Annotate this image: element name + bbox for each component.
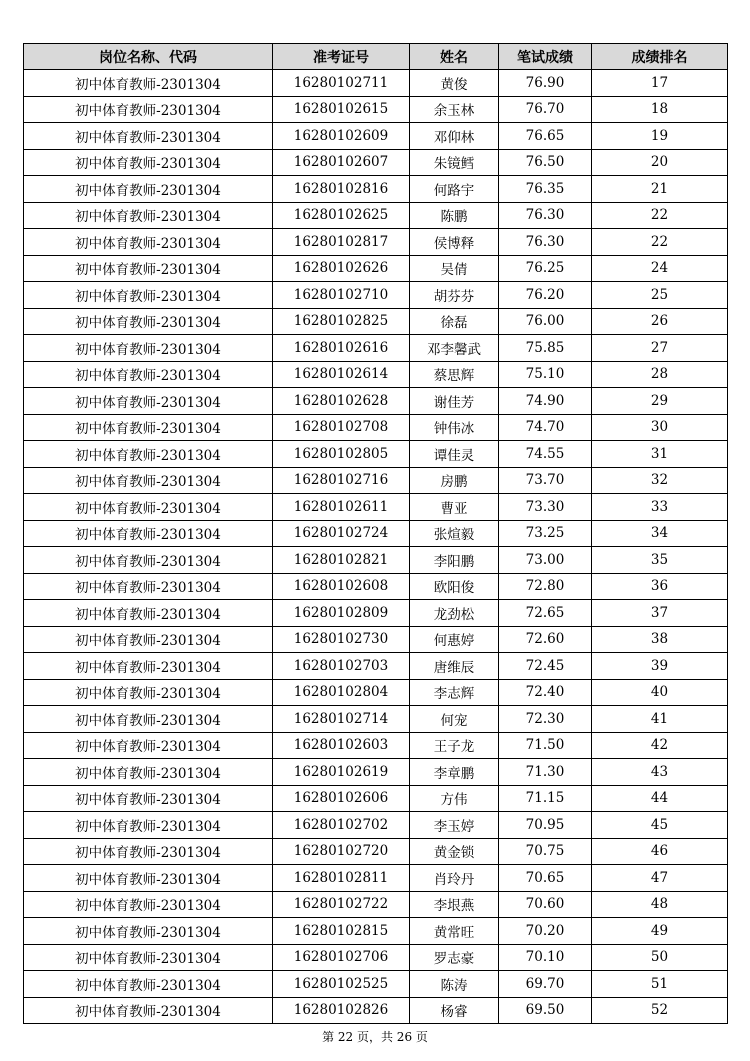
- cell-name: 黄俊: [410, 70, 499, 97]
- cell-rank: 48: [592, 891, 728, 918]
- cell-exam-number: 16280102608: [273, 573, 410, 600]
- cell-written-score: 76.90: [499, 70, 592, 97]
- cell-written-score: 73.00: [499, 547, 592, 574]
- cell-rank: 33: [592, 494, 728, 521]
- cell-written-score: 70.60: [499, 891, 592, 918]
- cell-written-score: 71.15: [499, 785, 592, 812]
- cell-rank: 46: [592, 838, 728, 865]
- cell-exam-number: 16280102825: [273, 308, 410, 335]
- score-table: [23, 43, 728, 1024]
- cell-rank: 27: [592, 335, 728, 362]
- cell-written-score: 69.50: [499, 997, 592, 1024]
- cell-position: 初中体育教师-2301304: [24, 573, 273, 600]
- cell-written-score: 72.65: [499, 600, 592, 627]
- cell-exam-number: 16280102815: [273, 918, 410, 945]
- cell-name: 钟伟冰: [410, 414, 499, 441]
- cell-rank: 22: [592, 202, 728, 229]
- cell-exam-number: 16280102809: [273, 600, 410, 627]
- table-body: [24, 70, 728, 1024]
- cell-position: 初中体育教师-2301304: [24, 812, 273, 839]
- cell-name: 张煊毅: [410, 520, 499, 547]
- cell-exam-number: 16280102706: [273, 944, 410, 971]
- cell-position: 初中体育教师-2301304: [24, 149, 273, 176]
- page-footer: 第 22 页，共 26 页: [322, 1030, 428, 1044]
- cell-name: 黄常旺: [410, 918, 499, 945]
- table-row: [24, 520, 728, 547]
- cell-name: 蔡思辉: [410, 361, 499, 388]
- cell-exam-number: 16280102710: [273, 282, 410, 309]
- cell-written-score: 72.60: [499, 626, 592, 653]
- cell-name: 欧阳俊: [410, 573, 499, 600]
- cell-position: 初中体育教师-2301304: [24, 600, 273, 627]
- cell-written-score: 73.25: [499, 520, 592, 547]
- cell-name: 龙劲松: [410, 600, 499, 627]
- table-row: [24, 785, 728, 812]
- cell-exam-number: 16280102611: [273, 494, 410, 521]
- cell-name: 罗志豪: [410, 944, 499, 971]
- cell-rank: 45: [592, 812, 728, 839]
- header-written-score: 笔试成绩: [499, 44, 592, 70]
- cell-position: 初中体育教师-2301304: [24, 70, 273, 97]
- cell-name: 李玉婷: [410, 812, 499, 839]
- cell-rank: 43: [592, 759, 728, 786]
- cell-rank: 21: [592, 176, 728, 203]
- cell-written-score: 76.20: [499, 282, 592, 309]
- table-row: [24, 918, 728, 945]
- cell-exam-number: 16280102730: [273, 626, 410, 653]
- cell-position: 初中体育教师-2301304: [24, 255, 273, 282]
- cell-position: 初中体育教师-2301304: [24, 547, 273, 574]
- cell-name: 邓李馨武: [410, 335, 499, 362]
- cell-written-score: 73.30: [499, 494, 592, 521]
- header-exam-number: 准考证号: [273, 44, 410, 70]
- cell-exam-number: 16280102708: [273, 414, 410, 441]
- table-row: [24, 812, 728, 839]
- cell-rank: 41: [592, 706, 728, 733]
- cell-name: 胡芬芬: [410, 282, 499, 309]
- table-row: [24, 944, 728, 971]
- table-row: [24, 600, 728, 627]
- cell-exam-number: 16280102804: [273, 679, 410, 706]
- table-row: [24, 759, 728, 786]
- cell-name: 曹亚: [410, 494, 499, 521]
- cell-position: 初中体育教师-2301304: [24, 865, 273, 892]
- cell-position: 初中体育教师-2301304: [24, 653, 273, 680]
- table-row: [24, 96, 728, 123]
- cell-position: 初中体育教师-2301304: [24, 838, 273, 865]
- table-row: [24, 997, 728, 1024]
- cell-rank: 40: [592, 679, 728, 706]
- table-row: [24, 679, 728, 706]
- cell-position: 初中体育教师-2301304: [24, 308, 273, 335]
- cell-exam-number: 16280102603: [273, 732, 410, 759]
- cell-name: 方伟: [410, 785, 499, 812]
- table-row: [24, 229, 728, 256]
- cell-written-score: 72.45: [499, 653, 592, 680]
- cell-written-score: 70.10: [499, 944, 592, 971]
- cell-name: 杨睿: [410, 997, 499, 1024]
- cell-name: 侯博释: [410, 229, 499, 256]
- cell-rank: 18: [592, 96, 728, 123]
- table-row: [24, 202, 728, 229]
- cell-position: 初中体育教师-2301304: [24, 388, 273, 415]
- cell-written-score: 74.55: [499, 441, 592, 468]
- table-row: [24, 176, 728, 203]
- cell-rank: 36: [592, 573, 728, 600]
- cell-rank: 25: [592, 282, 728, 309]
- cell-exam-number: 16280102619: [273, 759, 410, 786]
- cell-name: 黄金锁: [410, 838, 499, 865]
- cell-name: 唐维辰: [410, 653, 499, 680]
- cell-name: 邓仰林: [410, 123, 499, 150]
- cell-rank: 17: [592, 70, 728, 97]
- cell-rank: 20: [592, 149, 728, 176]
- cell-written-score: 70.65: [499, 865, 592, 892]
- cell-rank: 38: [592, 626, 728, 653]
- table-row: [24, 971, 728, 998]
- document-page: [23, 43, 727, 1024]
- cell-position: 初中体育教师-2301304: [24, 971, 273, 998]
- cell-exam-number: 16280102607: [273, 149, 410, 176]
- cell-written-score: 76.50: [499, 149, 592, 176]
- header-rank: 成绩排名: [592, 44, 728, 70]
- cell-name: 何路宇: [410, 176, 499, 203]
- cell-exam-number: 16280102626: [273, 255, 410, 282]
- cell-position: 初中体育教师-2301304: [24, 361, 273, 388]
- cell-position: 初中体育教师-2301304: [24, 467, 273, 494]
- cell-position: 初中体育教师-2301304: [24, 944, 273, 971]
- cell-rank: 42: [592, 732, 728, 759]
- cell-written-score: 71.50: [499, 732, 592, 759]
- cell-exam-number: 16280102703: [273, 653, 410, 680]
- cell-written-score: 75.10: [499, 361, 592, 388]
- table-row: [24, 494, 728, 521]
- cell-rank: 51: [592, 971, 728, 998]
- table-row: [24, 255, 728, 282]
- cell-rank: 24: [592, 255, 728, 282]
- cell-position: 初中体育教师-2301304: [24, 441, 273, 468]
- cell-rank: 39: [592, 653, 728, 680]
- cell-exam-number: 16280102615: [273, 96, 410, 123]
- cell-written-score: 69.70: [499, 971, 592, 998]
- cell-written-score: 76.00: [499, 308, 592, 335]
- cell-position: 初中体育教师-2301304: [24, 891, 273, 918]
- table-row: [24, 573, 728, 600]
- cell-exam-number: 16280102625: [273, 202, 410, 229]
- cell-exam-number: 16280102606: [273, 785, 410, 812]
- cell-exam-number: 16280102628: [273, 388, 410, 415]
- cell-position: 初中体育教师-2301304: [24, 759, 273, 786]
- table-row: [24, 626, 728, 653]
- cell-written-score: 74.70: [499, 414, 592, 441]
- table-row: [24, 441, 728, 468]
- table-header: [24, 44, 728, 70]
- cell-rank: 34: [592, 520, 728, 547]
- table-row: [24, 838, 728, 865]
- cell-written-score: 72.30: [499, 706, 592, 733]
- cell-name: 李阳鹏: [410, 547, 499, 574]
- table-row: [24, 149, 728, 176]
- table-row: [24, 547, 728, 574]
- cell-exam-number: 16280102616: [273, 335, 410, 362]
- table-row: [24, 335, 728, 362]
- cell-name: 何惠婷: [410, 626, 499, 653]
- cell-written-score: 73.70: [499, 467, 592, 494]
- cell-exam-number: 16280102724: [273, 520, 410, 547]
- cell-name: 陈鹏: [410, 202, 499, 229]
- cell-name: 何宠: [410, 706, 499, 733]
- cell-rank: 44: [592, 785, 728, 812]
- cell-written-score: 76.30: [499, 229, 592, 256]
- cell-position: 初中体育教师-2301304: [24, 679, 273, 706]
- table-row: [24, 467, 728, 494]
- cell-rank: 19: [592, 123, 728, 150]
- header-row: [24, 44, 728, 70]
- cell-position: 初中体育教师-2301304: [24, 229, 273, 256]
- table-row: [24, 70, 728, 97]
- cell-rank: 49: [592, 918, 728, 945]
- cell-rank: 52: [592, 997, 728, 1024]
- cell-written-score: 72.40: [499, 679, 592, 706]
- cell-name: 谢佳芳: [410, 388, 499, 415]
- cell-written-score: 76.25: [499, 255, 592, 282]
- cell-rank: 26: [592, 308, 728, 335]
- cell-rank: 50: [592, 944, 728, 971]
- cell-exam-number: 16280102716: [273, 467, 410, 494]
- cell-written-score: 75.85: [499, 335, 592, 362]
- cell-position: 初中体育教师-2301304: [24, 176, 273, 203]
- cell-exam-number: 16280102609: [273, 123, 410, 150]
- cell-position: 初中体育教师-2301304: [24, 520, 273, 547]
- cell-exam-number: 16280102525: [273, 971, 410, 998]
- cell-name: 李志辉: [410, 679, 499, 706]
- cell-position: 初中体育教师-2301304: [24, 918, 273, 945]
- cell-exam-number: 16280102722: [273, 891, 410, 918]
- cell-position: 初中体育教师-2301304: [24, 997, 273, 1024]
- cell-written-score: 72.80: [499, 573, 592, 600]
- cell-exam-number: 16280102711: [273, 70, 410, 97]
- cell-position: 初中体育教师-2301304: [24, 96, 273, 123]
- cell-exam-number: 16280102811: [273, 865, 410, 892]
- table-row: [24, 308, 728, 335]
- cell-position: 初中体育教师-2301304: [24, 414, 273, 441]
- cell-position: 初中体育教师-2301304: [24, 706, 273, 733]
- table-row: [24, 388, 728, 415]
- cell-name: 余玉林: [410, 96, 499, 123]
- table-row: [24, 891, 728, 918]
- cell-position: 初中体育教师-2301304: [24, 123, 273, 150]
- cell-written-score: 70.20: [499, 918, 592, 945]
- cell-written-score: 74.90: [499, 388, 592, 415]
- cell-rank: 31: [592, 441, 728, 468]
- cell-position: 初中体育教师-2301304: [24, 494, 273, 521]
- table-row: [24, 123, 728, 150]
- table-row: [24, 865, 728, 892]
- cell-name: 肖玲丹: [410, 865, 499, 892]
- cell-position: 初中体育教师-2301304: [24, 785, 273, 812]
- cell-rank: 35: [592, 547, 728, 574]
- cell-exam-number: 16280102826: [273, 997, 410, 1024]
- cell-exam-number: 16280102720: [273, 838, 410, 865]
- cell-written-score: 71.30: [499, 759, 592, 786]
- cell-exam-number: 16280102817: [273, 229, 410, 256]
- cell-rank: 47: [592, 865, 728, 892]
- cell-name: 吴倩: [410, 255, 499, 282]
- cell-rank: 32: [592, 467, 728, 494]
- cell-position: 初中体育教师-2301304: [24, 626, 273, 653]
- header-name: 姓名: [410, 44, 499, 70]
- cell-exam-number: 16280102714: [273, 706, 410, 733]
- table-row: [24, 361, 728, 388]
- cell-name: 王子龙: [410, 732, 499, 759]
- cell-rank: 30: [592, 414, 728, 441]
- table-row: [24, 414, 728, 441]
- cell-exam-number: 16280102702: [273, 812, 410, 839]
- cell-position: 初中体育教师-2301304: [24, 732, 273, 759]
- cell-written-score: 76.30: [499, 202, 592, 229]
- cell-name: 徐磊: [410, 308, 499, 335]
- cell-written-score: 76.70: [499, 96, 592, 123]
- cell-position: 初中体育教师-2301304: [24, 335, 273, 362]
- table-row: [24, 732, 728, 759]
- table-row: [24, 706, 728, 733]
- cell-name: 李垠燕: [410, 891, 499, 918]
- cell-name: 谭佳灵: [410, 441, 499, 468]
- header-position: 岗位名称、代码: [24, 44, 273, 70]
- table-row: [24, 282, 728, 309]
- cell-name: 朱镜鳕: [410, 149, 499, 176]
- cell-position: 初中体育教师-2301304: [24, 282, 273, 309]
- cell-exam-number: 16280102821: [273, 547, 410, 574]
- cell-written-score: 76.35: [499, 176, 592, 203]
- cell-name: 房鹏: [410, 467, 499, 494]
- cell-written-score: 70.75: [499, 838, 592, 865]
- cell-written-score: 76.65: [499, 123, 592, 150]
- cell-exam-number: 16280102816: [273, 176, 410, 203]
- cell-rank: 37: [592, 600, 728, 627]
- cell-rank: 28: [592, 361, 728, 388]
- cell-exam-number: 16280102805: [273, 441, 410, 468]
- cell-rank: 29: [592, 388, 728, 415]
- cell-name: 李章鹏: [410, 759, 499, 786]
- cell-name: 陈涛: [410, 971, 499, 998]
- cell-rank: 22: [592, 229, 728, 256]
- cell-written-score: 70.95: [499, 812, 592, 839]
- table-row: [24, 653, 728, 680]
- cell-position: 初中体育教师-2301304: [24, 202, 273, 229]
- cell-exam-number: 16280102614: [273, 361, 410, 388]
